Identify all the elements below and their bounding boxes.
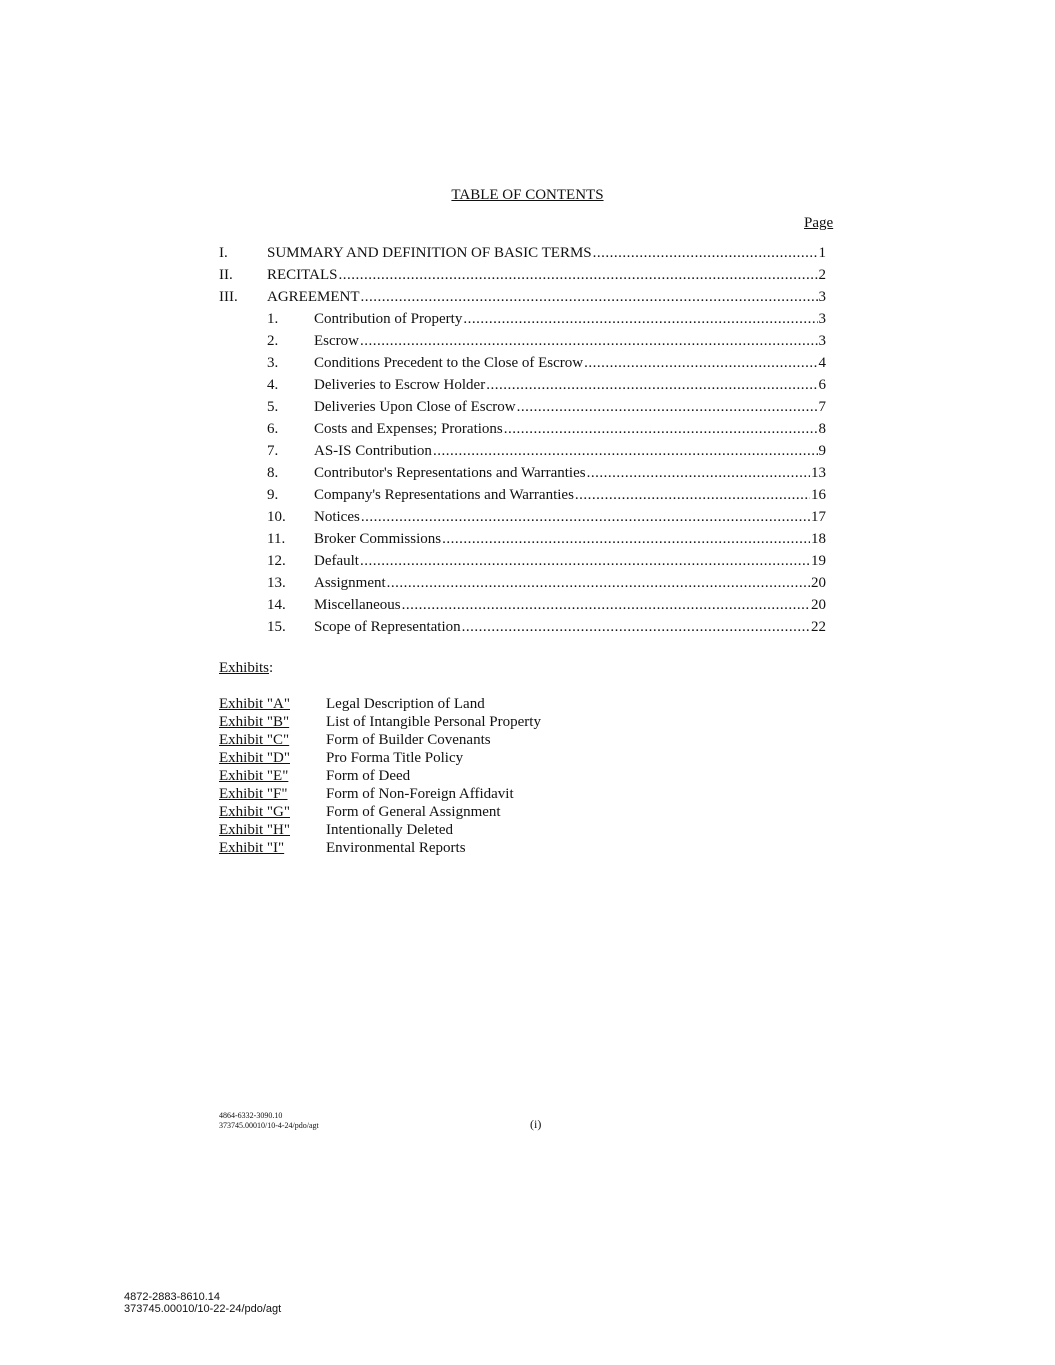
toc-entry-title: RECITALS	[267, 267, 338, 283]
bottom-doc-id-line1: 4872-2883-8610.14	[124, 1291, 221, 1303]
toc-subentry[interactable]	[0, 573, 1055, 593]
exhibit-description: List of Intangible Personal Property	[326, 714, 541, 730]
toc-subentry-page: 18	[811, 531, 826, 547]
toc-subentry-page: 16	[811, 487, 826, 503]
toc-subentry-title: Deliveries to Escrow Holder	[314, 377, 486, 393]
exhibit-label[interactable]: Exhibit "G"	[219, 804, 290, 820]
toc-subentry-page: 19	[811, 553, 826, 569]
exhibits-heading-colon: :	[269, 660, 274, 676]
toc-entry-title: SUMMARY AND DEFINITION OF BASIC TERMS	[267, 245, 592, 261]
toc-leader	[593, 243, 818, 263]
exhibit-description: Form of Non-Foreign Affidavit	[326, 786, 514, 802]
toc-subentry-page: 6	[818, 377, 826, 393]
toc-subentry-number: 14.	[267, 597, 286, 613]
toc-subentry-title: Scope of Representation	[314, 619, 461, 635]
toc-leader	[504, 419, 818, 439]
toc-leader	[442, 529, 810, 549]
toc-subentry-title: Costs and Expenses; Prorations	[314, 421, 503, 437]
toc-subentry-page: 20	[811, 597, 826, 613]
toc-subentry[interactable]	[0, 617, 1055, 637]
toc-leader	[486, 375, 817, 395]
toc-subentry-number: 13.	[267, 575, 286, 591]
exhibit-item[interactable]	[219, 785, 619, 803]
toc-subentry-title: Contributor's Representations and Warranties	[314, 465, 586, 481]
toc-leader	[360, 331, 818, 351]
exhibit-label[interactable]: Exhibit "E"	[219, 768, 289, 784]
toc-subentry-number: 7.	[267, 443, 279, 459]
toc-subentry-page: 20	[811, 575, 826, 591]
exhibit-label[interactable]: Exhibit "D"	[219, 750, 290, 766]
toc-subentry[interactable]	[0, 485, 1055, 505]
toc-subentry-title: AS-IS Contribution	[314, 443, 432, 459]
page-title: TABLE OF CONTENTS	[451, 187, 604, 203]
exhibit-item[interactable]	[219, 749, 619, 767]
toc-leader	[338, 265, 817, 285]
toc-entry-number: III.	[219, 289, 238, 305]
toc-subentry-title: Notices	[314, 509, 360, 525]
toc-subentry-page: 8	[818, 421, 826, 437]
exhibit-label[interactable]: Exhibit "H"	[219, 822, 290, 838]
exhibits-heading	[219, 660, 273, 677]
exhibit-label[interactable]: Exhibit "B"	[219, 714, 290, 730]
footer-doc-id-line2: 373745.00010/10-4-24/pdo/agt	[219, 1121, 319, 1130]
toc-leader	[462, 617, 810, 637]
toc-subentry[interactable]	[0, 331, 1055, 351]
exhibit-item[interactable]	[219, 821, 619, 839]
toc-subentry[interactable]	[0, 529, 1055, 549]
toc-entry-page: 2	[818, 267, 826, 283]
toc-subentry-title: Contribution of Property	[314, 311, 463, 327]
toc-leader	[575, 485, 810, 505]
exhibit-item[interactable]	[219, 731, 619, 749]
exhibit-label[interactable]: Exhibit "F"	[219, 786, 288, 802]
exhibits-heading-text: Exhibits	[219, 660, 270, 676]
exhibit-description: Intentionally Deleted	[326, 822, 454, 838]
toc-subentry-title: Miscellaneous	[314, 597, 401, 613]
bottom-document-id	[124, 1291, 281, 1315]
toc-subentry-number: 9.	[267, 487, 279, 503]
exhibit-description: Form of General Assignment	[326, 804, 501, 820]
exhibit-item[interactable]	[219, 767, 619, 785]
exhibit-item[interactable]	[219, 803, 619, 821]
exhibit-label[interactable]: Exhibit "C"	[219, 732, 290, 748]
toc-subentry-page: 3	[818, 333, 826, 349]
toc-subentry-title: Escrow	[314, 333, 359, 349]
toc-entry[interactable]	[0, 243, 1055, 263]
toc-subentry[interactable]	[0, 309, 1055, 329]
toc-leader	[517, 397, 818, 417]
toc-subentry[interactable]	[0, 507, 1055, 527]
toc-subentry-number: 6.	[267, 421, 279, 437]
exhibit-item[interactable]	[219, 695, 619, 713]
toc-subentry-page: 3	[818, 311, 826, 327]
toc-entry-title: AGREEMENT	[267, 289, 360, 305]
toc-leader	[433, 441, 818, 461]
toc-subentry[interactable]	[0, 595, 1055, 615]
exhibit-description: Form of Deed	[326, 768, 411, 784]
toc-subentry[interactable]	[0, 551, 1055, 571]
toc-subentry-page: 13	[811, 465, 826, 481]
exhibit-label[interactable]: Exhibit "A"	[219, 696, 290, 712]
toc-subentry-title: Company's Representations and Warranties	[314, 487, 574, 503]
toc-leader	[402, 595, 810, 615]
toc-subentry-number: 4.	[267, 377, 279, 393]
toc-subentry-page: 7	[818, 399, 826, 415]
toc-subentry[interactable]	[0, 353, 1055, 373]
footer-doc-id-line1: 4864-6332-3090.10	[219, 1111, 283, 1120]
toc-entry-page: 3	[818, 289, 826, 305]
toc-subentry-number: 3.	[267, 355, 279, 371]
toc-subentry-number: 11.	[267, 531, 286, 547]
toc-subentry-title: Deliveries Upon Close of Escrow	[314, 399, 516, 415]
footer-page-number: (i)	[530, 1117, 542, 1131]
toc-entry[interactable]	[0, 265, 1055, 285]
toc-subentry-number: 8.	[267, 465, 279, 481]
exhibit-item[interactable]	[219, 839, 619, 857]
toc-subentry[interactable]	[0, 419, 1055, 439]
toc-subentry-page: 22	[811, 619, 826, 635]
exhibit-item[interactable]	[219, 713, 619, 731]
toc-subentry-title: Default	[314, 553, 359, 569]
bottom-doc-id-line2: 373745.00010/10-22-24/pdo/agt	[124, 1303, 282, 1315]
toc-leader	[587, 463, 810, 483]
toc-entry-number: II.	[219, 267, 233, 283]
toc-leader	[584, 353, 817, 373]
toc-subentry-number: 5.	[267, 399, 279, 415]
toc-subentry[interactable]	[0, 397, 1055, 417]
toc-leader	[361, 287, 818, 307]
toc-subentry-title: Assignment	[314, 575, 386, 591]
toc-subentry[interactable]	[0, 441, 1055, 461]
toc-subentry-page: 17	[811, 509, 826, 525]
toc-entry[interactable]	[0, 287, 1055, 307]
toc-subentry-title: Broker Commissions	[314, 531, 442, 547]
exhibit-description: Form of Builder Covenants	[326, 732, 491, 748]
toc-subentry-number: 10.	[267, 509, 286, 525]
toc-leader	[361, 507, 810, 527]
toc-subentry-number: 2.	[267, 333, 279, 349]
exhibit-description: Legal Description of Land	[326, 696, 485, 712]
toc-subentry-number: 1.	[267, 311, 279, 327]
exhibit-description: Environmental Reports	[326, 840, 466, 856]
toc-leader	[387, 573, 810, 593]
toc-subentry-page: 4	[818, 355, 826, 371]
toc-subentry-number: 15.	[267, 619, 286, 635]
toc-subentry-title: Conditions Precedent to the Close of Escrow	[314, 355, 584, 371]
exhibit-description: Pro Forma Title Policy	[326, 750, 464, 766]
footer-document-id	[219, 1111, 319, 1131]
toc-leader	[463, 309, 817, 329]
page-column-label: Page	[804, 215, 834, 231]
exhibit-label[interactable]: Exhibit "I"	[219, 840, 285, 856]
toc-subentry[interactable]	[0, 463, 1055, 483]
toc-subentry-page: 9	[818, 443, 826, 459]
toc-entry-number: I.	[219, 245, 228, 261]
toc-subentry-number: 12.	[267, 553, 286, 569]
toc-subentry[interactable]	[0, 375, 1055, 395]
toc-entry-page: 1	[818, 245, 826, 261]
toc-leader	[360, 551, 810, 571]
